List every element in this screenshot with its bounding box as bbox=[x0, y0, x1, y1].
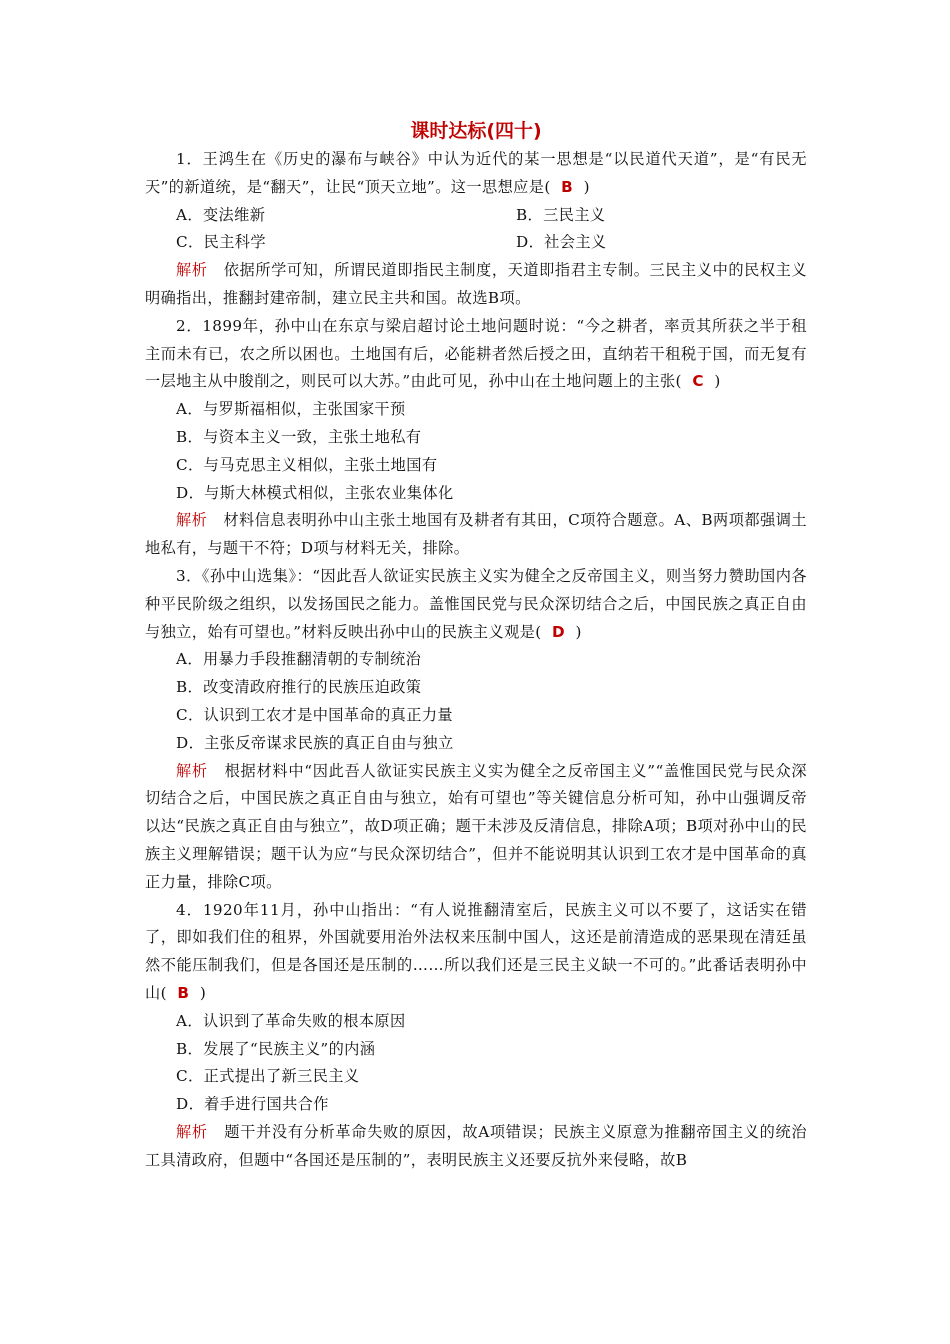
question-4 bbox=[145, 897, 807, 1175]
option-a: A．用暴力手段推翻清朝的专制统治 bbox=[176, 650, 422, 669]
stem-text: 2．1899年，孙中山在东京与梁启超讨论土地问题时说：“今之耕者，率贡其所获之半于租主而未有已，农之所以困也。土地国有后，必能耕者然后授之田，直纳若干租税于国，而无复有一层地主从中朘削之，则民可以大苏。”由此可见，孙中山在土地问题上的主张( bbox=[145, 316, 807, 391]
option-b: B．发展了“民族主义”的内涵 bbox=[176, 1039, 376, 1058]
stem-close: ) bbox=[583, 177, 590, 196]
analysis bbox=[145, 507, 807, 563]
option-b: B．与资本主义一致，主张土地私有 bbox=[176, 427, 422, 446]
analysis-text: 题干并没有分析革命失败的原因，故A项错误；民族主义原意为推翻帝国主义的统治工具清政府，但题中“各国还是压制的”，表明民族主义还要反抗外来侵略，故B bbox=[145, 1122, 807, 1169]
analysis-label: 解析 bbox=[176, 761, 208, 780]
option-d: D．社会主义 bbox=[516, 233, 607, 252]
stem-text: 1．王鸿生在《历史的瀑布与峡谷》中认为近代的某一思想是“以民道代天道”，是“有民无天”的新道统，是“翻天”，让民“顶天立地”。这一思想应是( bbox=[145, 150, 807, 196]
option-d: D．主张反帝谋求民族的真正自由与独立 bbox=[176, 733, 454, 752]
question-stem bbox=[145, 313, 807, 396]
question-stem bbox=[145, 146, 807, 202]
question-3 bbox=[145, 563, 807, 897]
answer-letter: B bbox=[177, 983, 190, 1002]
stem-text: 4．1920年11月，孙中山指出：“有人说推翻清室后，民族主义可以不要了，这话实在错了，即如我们住的租界，外国就要用治外法权来压制中国人，这还是前清造成的恶果现在清廷虽然不能压制我们，但是各国还是压制的……所以我们还是三民主义缺一不可的。”此番话表明孙中山( bbox=[145, 900, 807, 1002]
analysis bbox=[145, 1119, 807, 1175]
option-c: C．正式提出了新三民主义 bbox=[176, 1067, 360, 1086]
option-d: D．着手进行国共合作 bbox=[176, 1095, 329, 1114]
answer-letter: C bbox=[692, 372, 704, 391]
answer-letter: D bbox=[552, 622, 566, 641]
analysis-label: 解析 bbox=[176, 1122, 208, 1141]
analysis-label: 解析 bbox=[176, 511, 208, 530]
document-page bbox=[145, 118, 807, 1174]
question-stem bbox=[145, 897, 807, 1008]
stem-text: 3．《孙中山选集》：“因此吾人欲证实民族主义实为健全之反帝国主义，则当努力赞助国内各种平民阶级之组织，以发扬国民之能力。盖惟国民党与民众深切结合之后，中国民族之真正自由与独立，始有可望也。”材料反映出孙中山的民族主义观是( bbox=[145, 566, 807, 641]
option-d: D．与斯大林模式相似，主张农业集体化 bbox=[176, 483, 454, 502]
options-row bbox=[145, 229, 807, 257]
analysis-text: 根据材料中“因此吾人欲证实民族主义实为健全之反帝国主义”“盖惟国民党与民众深切结合之后，中国民族之真正自由与独立，始有可望也”等关键信息分析可知，孙中山强调反帝以达“民族之真正自由与独立”，故D项正确；题干未涉及反清信息，排除A项；B项对孙中山的民族主义理解错误；题干认为应“与民众深切结合”，但并不能说明其认识到工农才是中国革命的真正力量，排除C项。 bbox=[145, 761, 807, 891]
answer-letter: B bbox=[561, 177, 574, 196]
question-1 bbox=[145, 146, 807, 313]
option-c: C．民主科学 bbox=[176, 233, 266, 252]
options-row bbox=[145, 202, 807, 230]
analysis bbox=[145, 257, 807, 313]
question-2 bbox=[145, 313, 807, 563]
option-b: B．三民主义 bbox=[516, 205, 606, 224]
option-c: C．认识到工农才是中国革命的真正力量 bbox=[176, 705, 454, 724]
option-a: A．认识到了革命失败的根本原因 bbox=[176, 1011, 406, 1030]
option-a: A．与罗斯福相似，主张国家干预 bbox=[176, 400, 406, 419]
option-b: B．改变清政府推行的民族压迫政策 bbox=[176, 678, 422, 697]
stem-close: ) bbox=[714, 372, 721, 391]
stem-close: ) bbox=[199, 983, 207, 1002]
page-title: 课时达标(四十) bbox=[410, 120, 542, 142]
analysis-text: 材料信息表明孙中山主张土地国有及耕者有其田，C项符合题意。A、B两项都强调土地私有，与题干不符；D项与材料无关，排除。 bbox=[145, 511, 808, 558]
analysis-text: 依据所学可知，所谓民道即指民主制度，天道即指君主专制。三民主义中的民权主义明确指出，推翻封建帝制，建立民主共和国。故选B项。 bbox=[145, 261, 807, 307]
analysis-label: 解析 bbox=[176, 261, 208, 280]
analysis bbox=[145, 758, 807, 897]
option-a: A．变法维新 bbox=[176, 205, 266, 224]
question-stem bbox=[145, 563, 807, 646]
option-c: C．与马克思主义相似，主张土地国有 bbox=[176, 455, 438, 474]
stem-close: ) bbox=[575, 622, 582, 641]
